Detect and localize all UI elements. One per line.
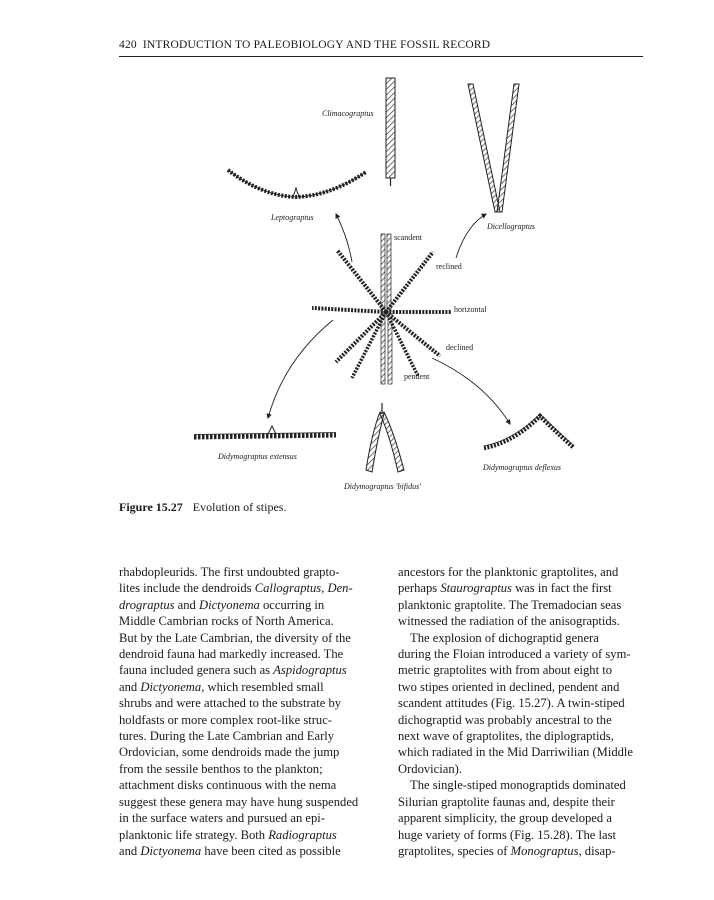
text-line: in the surface waters and pursued an epi-	[119, 811, 325, 826]
text-line: The single-stiped monograptids dominated	[410, 778, 626, 793]
body-column-left	[119, 564, 371, 859]
text-line: planktonic graptolite. The Tremadocian seas	[398, 597, 622, 612]
text-line: and Dictyonema, which resembled small	[119, 679, 324, 694]
text-line: tures. During the Late Cambrian and Early	[119, 729, 335, 744]
text-line: apparent simplicity, the group developed a	[398, 811, 612, 826]
label-dicellograptus: Dicellograptus	[487, 222, 535, 231]
text-line: graptolites, species of Monograptus, disap-	[398, 843, 616, 858]
text-line: dendroid fauna had markedly increased. The	[119, 647, 344, 662]
label-climacograptus: Climacograptus	[322, 109, 374, 118]
text-line: lites include the dendroids Callograptus, Den-	[119, 581, 353, 596]
bifidus-drawing	[366, 403, 404, 472]
text-line: attachment disks continuous with the nema	[119, 778, 337, 793]
label-horizontal: horizontal	[454, 305, 487, 314]
text-line: from the sessile benthos to the plankton;	[119, 761, 323, 776]
text-line: witnessed the radiation of the anisograptids.	[398, 614, 620, 629]
deflexus-drawing	[484, 414, 574, 448]
text-line: fauna included genera such as Aspidograptus	[119, 663, 347, 678]
text-line: two stipes oriented in declined, pendent and	[398, 679, 620, 694]
text-line: Middle Cambrian rocks of North America.	[119, 614, 334, 629]
label-didymograptus-bifidus: Didymograptus 'bifidus'	[344, 482, 421, 491]
text-line: which radiated in the Mid Darriwilian (Middle	[398, 745, 634, 760]
text-line: rhabdopleurids. The first undoubted grapto-	[119, 565, 340, 579]
text-line: ancestors for the planktonic graptolites, and	[398, 565, 619, 579]
dicellograptus-drawing	[468, 84, 519, 212]
text-line: suggest these genera may have hung suspended	[119, 794, 359, 809]
text-line: scandent attitudes (Fig. 15.27). A twin-stiped	[398, 696, 625, 711]
running-title: INTRODUCTION TO PALEOBIOLOGY AND THE FOSSIL RECORD	[142, 39, 491, 51]
label-didymograptus-extensus: Didymograptus extensus	[218, 452, 297, 461]
caption-text: Evolution of stipes.	[192, 500, 287, 514]
body-column-right	[398, 564, 645, 859]
text-line: perhaps Staurograptus was in fact the first	[398, 581, 612, 596]
page-number: 420	[119, 39, 137, 51]
text-line: holdfasts or more complex root-like struc-	[119, 712, 332, 727]
label-declined: declined	[446, 343, 474, 352]
text-line: drograptus and Dictyonema occurring in	[119, 597, 325, 612]
text-line: But by the Late Cambrian, the diversity of the	[119, 630, 351, 645]
label-pendent: pendent	[404, 372, 430, 381]
text-line: dichograptid was probably ancestral to the	[398, 712, 612, 727]
text-line: The explosion of dichograptid genera	[410, 630, 599, 645]
text-line: Ordovician, some dendroids made the jump	[119, 745, 340, 760]
text-line: next wave of graptolites, the diplograptids,	[398, 729, 614, 744]
label-scandent: scandent	[394, 233, 422, 242]
leptograptus-drawing	[228, 170, 366, 197]
text-line: Ordovician).	[398, 761, 462, 776]
extensus-drawing	[194, 426, 336, 437]
stipe-attitude-star	[312, 234, 452, 384]
text-line: Silurian graptolite faunas and, despite their	[398, 794, 615, 809]
text-line: planktonic life strategy. Both Radiograptus	[119, 827, 337, 842]
text-line: during the Floian introduced a variety of sym-	[398, 647, 631, 662]
label-leptograptus: Leptograptus	[271, 213, 314, 222]
text-line: huge variety of forms (Fig. 15.28). The last	[398, 827, 617, 842]
text-line: shrubs and were attached to the substrate by	[119, 696, 342, 711]
climacograptus-drawing	[386, 78, 395, 186]
text-line: and Dictyonema have been cited as possible	[119, 843, 341, 858]
figure-caption	[119, 500, 286, 515]
caption-label: Figure 15.27	[119, 500, 183, 514]
label-reclined: reclined	[436, 262, 462, 271]
label-didymograptus-deflexus: Didymograptus deflexus	[483, 463, 561, 472]
text-line: metric graptolites with from about eight to	[398, 663, 613, 678]
